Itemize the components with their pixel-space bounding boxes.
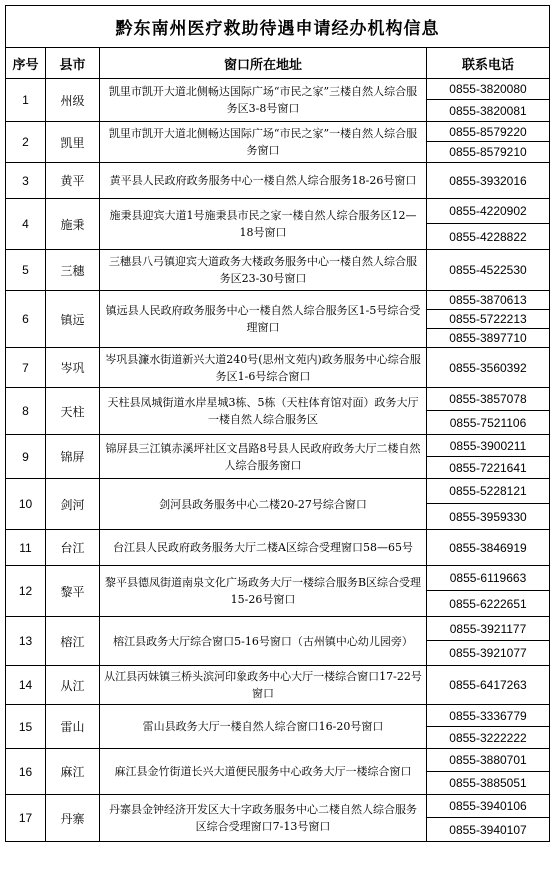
row-number: 5 (6, 250, 46, 291)
row-phone: 0855-3921177 (427, 617, 550, 641)
document-page (5, 5, 549, 842)
row-number: 9 (6, 435, 46, 479)
row-address: 黄平县人民政府政务服务中心一楼自然人综合服务18-26号窗口 (100, 163, 427, 199)
row-county: 台江 (46, 530, 100, 566)
table-row (6, 348, 550, 388)
row-phone: 0855-3336779 (427, 705, 550, 727)
row-address: 凯里市凯开大道北侧畅达国际广场“市民之家”一楼自然人综合服务窗口 (100, 122, 427, 163)
row-county: 黎平 (46, 566, 100, 617)
row-address: 麻江县金竹街道长兴大道便民服务中心政务大厅一楼综合窗口 (100, 749, 427, 795)
table-row (6, 435, 550, 457)
table-row (6, 749, 550, 772)
row-phone: 0855-3857078 (427, 388, 550, 411)
row-phone: 0855-3932016 (427, 163, 550, 199)
row-number: 12 (6, 566, 46, 617)
table-row (6, 705, 550, 727)
row-phone: 0855-3560392 (427, 348, 550, 388)
row-phone: 0855-7221641 (427, 457, 550, 479)
row-phone: 0855-3222222 (427, 727, 550, 749)
table-body (6, 79, 550, 842)
row-county: 麻江 (46, 749, 100, 795)
table-row (6, 291, 550, 310)
row-county: 榕江 (46, 617, 100, 666)
row-address: 台江县人民政府政务服务大厅二楼A区综合受理窗口58—65号 (100, 530, 427, 566)
row-phone: 0855-6222651 (427, 591, 550, 617)
row-number: 16 (6, 749, 46, 795)
row-phone: 0855-8579220 (427, 122, 550, 142)
row-address: 丹寨县金钟经济开发区大十字政务服务中心二楼自然人综合服务区综合受理窗口7-13号窗口 (100, 795, 427, 842)
table-row (6, 566, 550, 591)
row-phone: 0855-4220902 (427, 199, 550, 224)
row-county: 雷山 (46, 705, 100, 749)
row-phone: 0855-3940107 (427, 818, 550, 842)
row-county: 镇远 (46, 291, 100, 348)
row-number: 1 (6, 79, 46, 122)
row-county: 凯里 (46, 122, 100, 163)
row-number: 8 (6, 388, 46, 435)
row-phone: 0855-3885051 (427, 772, 550, 795)
row-county: 从江 (46, 666, 100, 705)
row-address: 雷山县政务大厅一楼自然人综合窗口16-20号窗口 (100, 705, 427, 749)
table-row (6, 388, 550, 411)
row-phone: 0855-3846919 (427, 530, 550, 566)
row-address: 从江县丙妹镇三桥头滨河印象政务中心大厅一楼综合窗口17-22号窗口 (100, 666, 427, 705)
row-county: 锦屏 (46, 435, 100, 479)
row-county: 黄平 (46, 163, 100, 199)
row-number: 6 (6, 291, 46, 348)
row-county: 天柱 (46, 388, 100, 435)
row-phone: 0855-6417263 (427, 666, 550, 705)
row-phone: 0855-3820081 (427, 100, 550, 122)
table-row (6, 122, 550, 142)
header-no: 序号 (6, 48, 46, 79)
header-address: 窗口所在地址 (100, 48, 427, 79)
row-number: 7 (6, 348, 46, 388)
row-phone: 0855-8579210 (427, 142, 550, 163)
row-phone: 0855-3900211 (427, 435, 550, 457)
row-number: 17 (6, 795, 46, 842)
row-county: 州级 (46, 79, 100, 122)
row-county: 岑巩 (46, 348, 100, 388)
table-row (6, 199, 550, 224)
row-county: 剑河 (46, 479, 100, 530)
table-row (6, 795, 550, 818)
row-address: 岑巩县濂水街道新兴大道240号(思州文苑内)政务服务中心综合服务区1-6号综合窗口 (100, 348, 427, 388)
agency-table (5, 5, 550, 842)
row-address: 凯里市凯开大道北侧畅达国际广场“市民之家”三楼自然人综合服务区3-8号窗口 (100, 79, 427, 122)
table-row (6, 617, 550, 641)
row-phone: 0855-4228822 (427, 224, 550, 250)
row-phone: 0855-5722213 (427, 310, 550, 329)
row-phone: 0855-3870613 (427, 291, 550, 310)
row-address: 天柱县凤城街道水岸星城3栋、5栋（天柱体育馆对面）政务大厅一楼自然人综合服务区 (100, 388, 427, 435)
row-phone: 0855-6119663 (427, 566, 550, 591)
table-row (6, 479, 550, 504)
row-phone: 0855-3880701 (427, 749, 550, 772)
row-address: 施秉县迎宾大道1号施秉县市民之家一楼自然人综合服务区12—18号窗口 (100, 199, 427, 250)
row-number: 15 (6, 705, 46, 749)
row-number: 3 (6, 163, 46, 199)
row-phone: 0855-3897710 (427, 329, 550, 348)
page-title: 黔东南州医疗救助待遇申请经办机构信息 (6, 6, 550, 48)
row-county: 三穗 (46, 250, 100, 291)
row-phone: 0855-3959330 (427, 504, 550, 530)
row-phone: 0855-5228121 (427, 479, 550, 504)
header-county: 县市 (46, 48, 100, 79)
table-row (6, 79, 550, 100)
row-county: 施秉 (46, 199, 100, 250)
row-address: 黎平县德凤街道南泉文化广场政务大厅一楼综合服务B区综合受理15-26号窗口 (100, 566, 427, 617)
row-phone: 0855-3820080 (427, 79, 550, 100)
row-number: 4 (6, 199, 46, 250)
row-number: 11 (6, 530, 46, 566)
table-row (6, 530, 550, 566)
table-row (6, 250, 550, 291)
table-row (6, 163, 550, 199)
row-county: 丹寨 (46, 795, 100, 842)
row-number: 2 (6, 122, 46, 163)
row-address: 镇远县人民政府政务服务中心一楼自然人综合服务区1-5号综合受理窗口 (100, 291, 427, 348)
row-phone: 0855-4522530 (427, 250, 550, 291)
row-phone: 0855-3940106 (427, 795, 550, 818)
table-row (6, 666, 550, 705)
row-address: 锦屏县三江镇赤溪坪社区文昌路8号县人民政府政务大厅二楼自然人综合服务窗口 (100, 435, 427, 479)
row-number: 14 (6, 666, 46, 705)
header-phone: 联系电话 (427, 48, 550, 79)
row-number: 10 (6, 479, 46, 530)
row-number: 13 (6, 617, 46, 666)
row-phone: 0855-3921077 (427, 641, 550, 666)
row-phone: 0855-7521106 (427, 411, 550, 435)
row-address: 三穗县八弓镇迎宾大道政务大楼政务服务中心一楼自然人综合服务区23-30号窗口 (100, 250, 427, 291)
row-address: 剑河县政务服务中心二楼20-27号综合窗口 (100, 479, 427, 530)
row-address: 榕江县政务大厅综合窗口5-16号窗口（古州镇中心幼儿园旁） (100, 617, 427, 666)
